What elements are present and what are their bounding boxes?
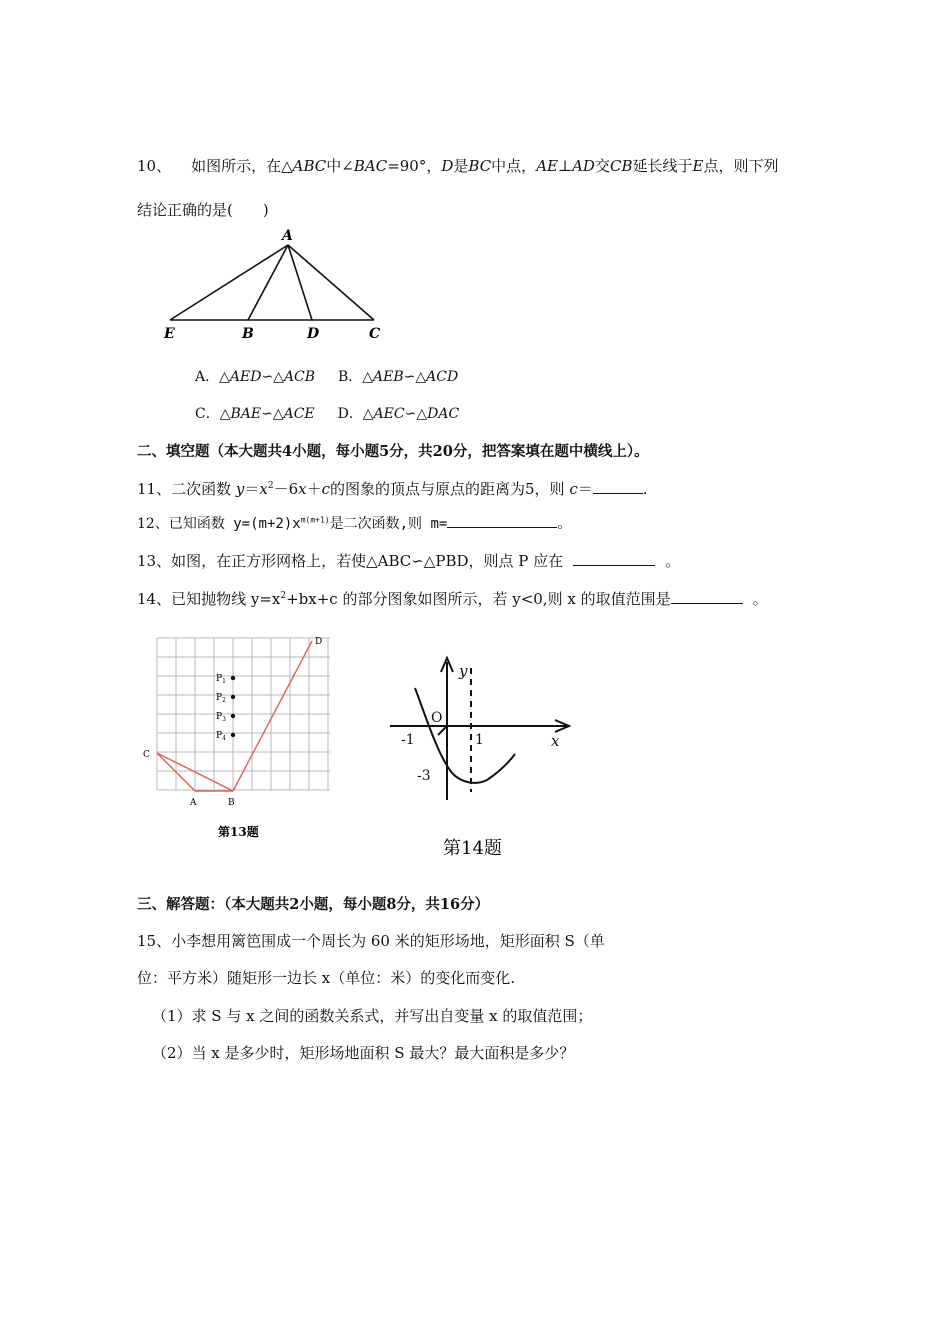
- q13-text: 如图，在正方形网格上，若使△ABC∽△PBD，则点 P 应在: [171, 552, 564, 570]
- q10-bc: BC: [468, 157, 492, 175]
- label-neg1: -1: [401, 732, 415, 748]
- label-neg3: -3: [417, 768, 431, 784]
- q13: [137, 550, 680, 571]
- label-p1: $P_1$: [216, 674, 226, 685]
- section2-title: 二、填空题（本大题共4小题，每小题5分，共20分，把答案填在题中横线上）。: [137, 443, 649, 460]
- q15-line1: [137, 930, 605, 951]
- q10-options-row2: [195, 403, 459, 423]
- q10-d: D: [441, 157, 454, 175]
- q14-answer-blank[interactable]: [671, 589, 743, 604]
- point-p3: [231, 714, 235, 718]
- q12-sup: m(m+1): [300, 515, 330, 525]
- q11-answer-blank[interactable]: [593, 479, 643, 494]
- q10-line1: [137, 155, 778, 176]
- option-c-letter: C．: [195, 406, 220, 422]
- q10-text: 是: [453, 157, 469, 175]
- q10-e: E: [692, 157, 704, 175]
- q13-text: 。: [665, 552, 681, 570]
- label-x: x: [551, 732, 560, 750]
- q14-text: +bx+c 的部分图象如图所示，若 y<0,则 x 的取值范围是: [286, 590, 671, 608]
- option-a-letter: A．: [195, 369, 220, 385]
- q11-text: 的图象的顶点与原点的距离为5，则: [330, 480, 570, 498]
- q11-var: y: [235, 480, 245, 498]
- q10-text: 延长线于: [632, 157, 693, 175]
- q15-number: 15、: [137, 932, 172, 950]
- q11-text: ＋: [306, 480, 322, 498]
- label-y: y: [459, 662, 468, 680]
- q10-text: =90°，: [387, 157, 442, 175]
- q15-sub2: （2）当 x 是多少时，矩形场地面积 S 最大？最大面积是多少？: [152, 1044, 575, 1062]
- section3-title: 三、解答题：（本大题共2小题，每小题8分，共16分）: [137, 896, 490, 913]
- q11-text: ＝: [577, 480, 593, 498]
- q10-cb: CB: [609, 157, 633, 175]
- q10-abc: ABC: [292, 157, 327, 175]
- q10-figure: [160, 225, 390, 347]
- label-b: B: [228, 798, 235, 808]
- label-p2: $P_2$: [216, 693, 226, 704]
- point-p4: [231, 733, 235, 737]
- fig14-caption: 第14题: [443, 838, 502, 859]
- vertex-b-label: B: [242, 326, 254, 342]
- q10-text: 如图所示，在△: [191, 157, 293, 175]
- q12-answer-blank[interactable]: [447, 513, 557, 528]
- label-d: D: [315, 637, 323, 647]
- q11-var: x: [298, 480, 307, 498]
- option-c-text: △BAE∽△ACE: [219, 406, 315, 422]
- q10-bac: BAC: [353, 157, 388, 175]
- q14-sup: 2: [280, 591, 287, 601]
- q11-number: 11、: [137, 480, 172, 498]
- q10-text: 点，则下列: [703, 157, 779, 175]
- q10-text: 交: [594, 157, 610, 175]
- q12-text: 是二次函数,则 m=: [329, 516, 448, 532]
- q10-number: 10、: [137, 157, 172, 175]
- tick-neg1: [438, 726, 447, 735]
- q11-sup: 2: [267, 481, 274, 491]
- q11-text: －6: [273, 480, 299, 498]
- q15-sub1: （1）求 S 与 x 之间的函数关系式，并写出自变量 x 的取值范围；: [152, 1007, 593, 1025]
- option-a-text: △AED∽△ACB: [219, 369, 316, 385]
- q12: [137, 513, 571, 533]
- q11-text: ＝: [244, 480, 260, 498]
- q10-text: 中点，: [491, 157, 537, 175]
- fig14-parabola-figure: [355, 640, 585, 865]
- vertex-d-label: D: [307, 326, 320, 342]
- q14: [137, 588, 768, 609]
- q11-var: c: [569, 480, 578, 498]
- q10-text: 中∠: [326, 157, 354, 175]
- q10-text: ⊥: [557, 157, 573, 175]
- vertex-e-label: E: [164, 326, 175, 342]
- q10-options-row1: [195, 366, 458, 386]
- label-one: 1: [475, 732, 484, 748]
- fig13-caption: 第13题: [218, 825, 259, 839]
- q11-var: c: [321, 480, 331, 498]
- q12-text: 。: [557, 516, 572, 532]
- label-p3: $P_3$: [216, 712, 226, 723]
- q12-number: 12、: [137, 516, 169, 532]
- q10-ae: AE: [536, 157, 558, 175]
- q14-text: 。: [752, 590, 768, 608]
- vertex-a-label: A: [282, 228, 293, 244]
- option-d-text: △AEC∽△DAC: [362, 406, 460, 422]
- label-c: C: [143, 750, 150, 760]
- option-b-text: △AEB∽△ACD: [362, 369, 459, 385]
- q13-number: 13、: [137, 552, 172, 570]
- q11-text: .: [642, 480, 648, 498]
- q11: [137, 478, 648, 499]
- label-a: A: [190, 798, 197, 808]
- q10-line2: 结论正确的是( ): [137, 201, 269, 219]
- q11-text: 二次函数: [171, 480, 236, 498]
- q13-answer-blank[interactable]: [573, 551, 655, 566]
- fig13-grid-figure: [140, 630, 330, 842]
- q12-text: 已知函数 y=(m+2)x: [168, 516, 301, 532]
- point-p2: [231, 695, 235, 699]
- option-d-letter: D．: [337, 406, 363, 422]
- q14-number: 14、: [137, 590, 172, 608]
- label-origin: O: [431, 710, 443, 726]
- q10-ad: AD: [572, 157, 595, 175]
- q11-var: x: [259, 480, 268, 498]
- q15-text: 小李想用篱笆围成一个周长为 60 米的矩形场地，矩形面积 S（单: [171, 932, 605, 950]
- vertex-c-label: C: [369, 326, 381, 342]
- q15-line2: 位：平方米）随矩形一边长 x（单位：米）的变化而变化.: [137, 969, 515, 987]
- option-b-letter: B．: [337, 369, 363, 385]
- q14-text: 已知抛物线 y=x: [171, 590, 281, 608]
- label-p4: $P_4$: [216, 731, 226, 742]
- point-p1: [231, 676, 235, 680]
- segment-bd: [233, 641, 312, 791]
